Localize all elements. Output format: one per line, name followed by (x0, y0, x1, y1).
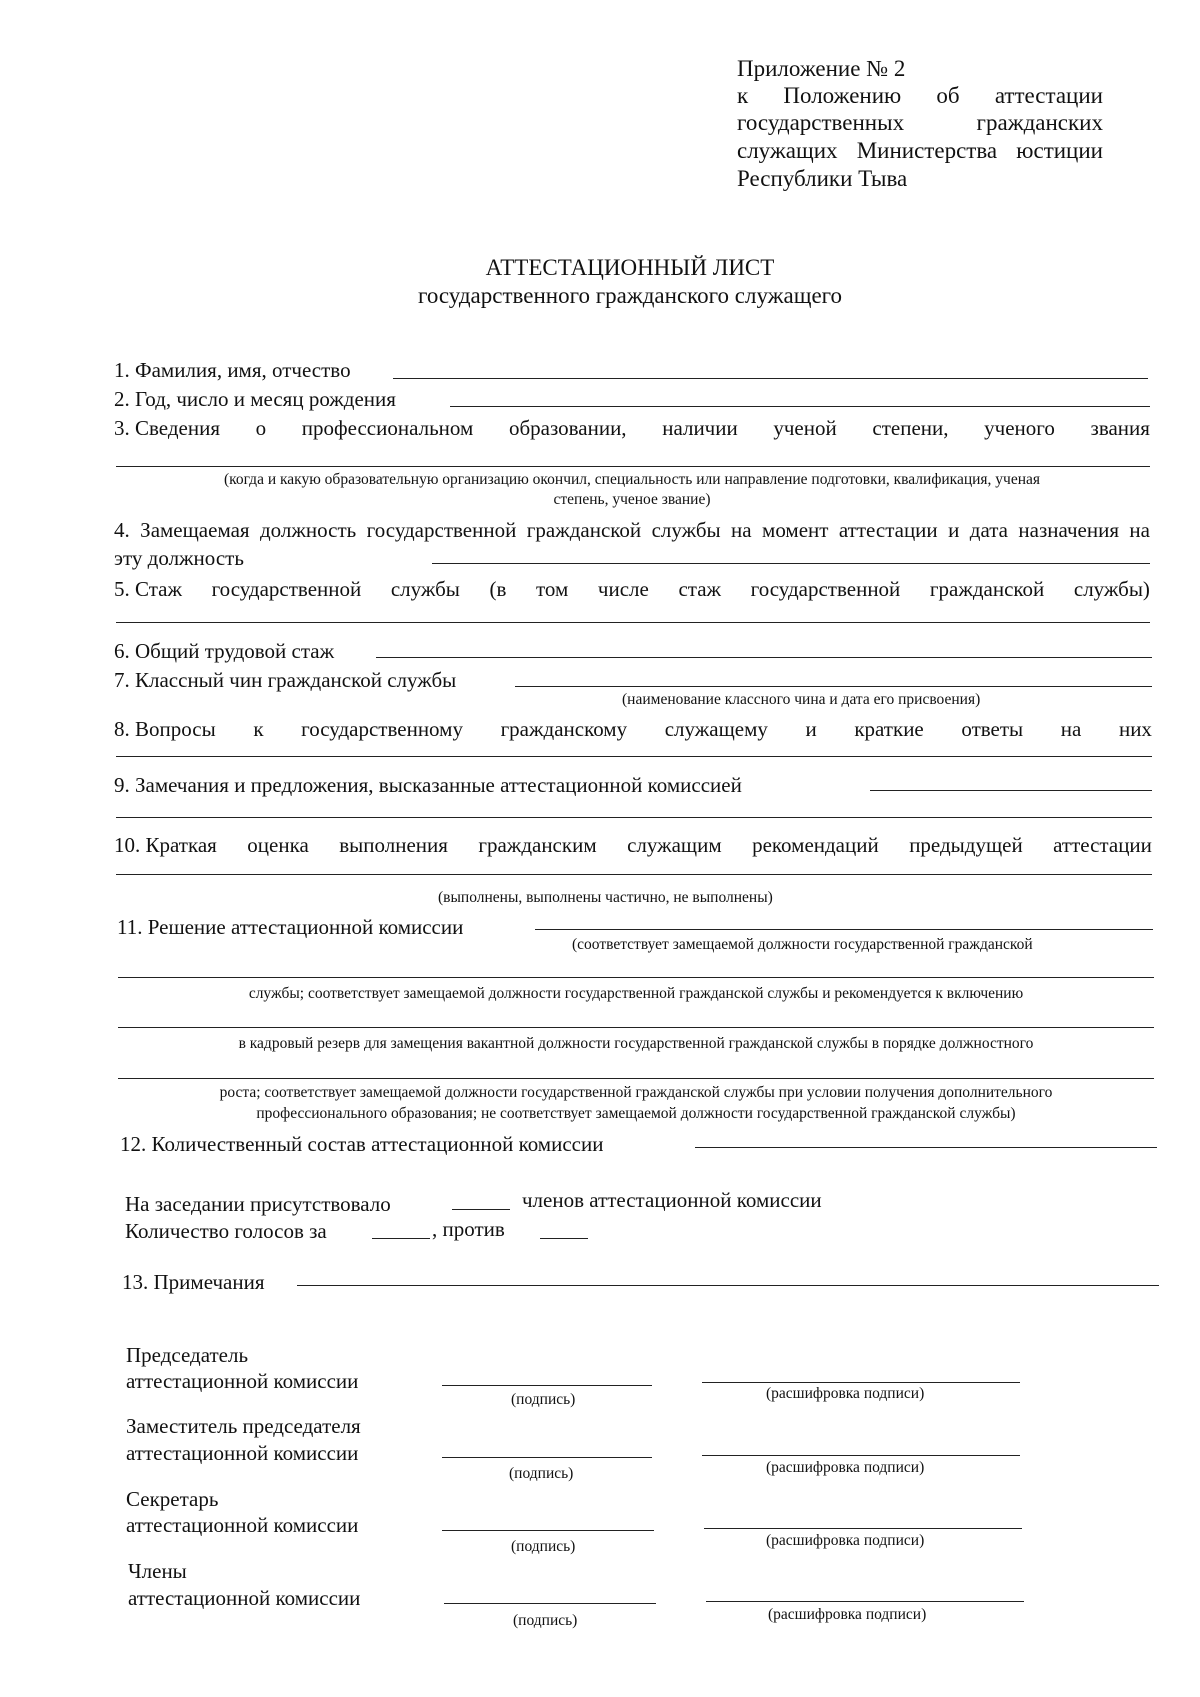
members-label-2: аттестационной комиссии (128, 1586, 361, 1610)
votes-against-field[interactable] (540, 1238, 588, 1239)
members-signature-field[interactable] (444, 1603, 656, 1604)
chair-signature-field[interactable] (442, 1385, 652, 1386)
item-6-field[interactable] (376, 657, 1152, 658)
members-name-field[interactable] (706, 1601, 1024, 1602)
item-6-label: 6. Общий трудовой стаж (114, 639, 335, 663)
members-label-1: Члены (128, 1559, 187, 1583)
item-1-label: 1. Фамилия, имя, отчество (114, 358, 351, 382)
item-2-field[interactable] (450, 406, 1150, 407)
deputy-label-2: аттестационной комиссии (126, 1441, 359, 1465)
members-sign-caption: (подпись) (513, 1612, 578, 1629)
page-title: АТТЕСТАЦИОННЫЙ ЛИСТ (485, 255, 775, 280)
item-11-field-2[interactable] (118, 977, 1154, 978)
item-7-field[interactable] (515, 686, 1152, 687)
votes-for-field[interactable] (372, 1238, 430, 1239)
item-4-label-2: эту должность (114, 546, 244, 570)
present-members-label: членов аттестационной комиссии (522, 1188, 822, 1212)
item-9-label: 9. Замечания и предложения, высказанные аттестационной комиссией (114, 773, 742, 797)
present-label: На заседании присутствовало (125, 1192, 391, 1216)
secretary-decode-caption: (расшифровка подписи) (766, 1532, 925, 1549)
item-3-note-2: степень, ученое звание) (553, 491, 711, 508)
appendix-line-3: государственных гражданских (737, 110, 1103, 135)
deputy-sign-caption: (подпись) (509, 1465, 574, 1482)
appendix-line-5: Республики Тыва (737, 166, 908, 191)
votes-label: Количество голосов за (125, 1219, 327, 1243)
secretary-label-2: аттестационной комиссии (126, 1513, 359, 1537)
members-decode-caption: (расшифровка подписи) (768, 1606, 927, 1623)
item-10-label: 10. Краткая оценка выполнения гражданским служащим рекомендаций предыдущей аттестации (114, 833, 1152, 857)
deputy-signature-field[interactable] (442, 1457, 652, 1458)
item-10-note: (выполнены, выполнены частично, не выполнены) (438, 889, 773, 906)
chair-label-2: аттестационной комиссии (126, 1369, 359, 1393)
item-9-field[interactable] (870, 790, 1152, 791)
item-5-label: 5. Стаж государственной службы (в том числе стаж государственной гражданской службы) (114, 577, 1150, 601)
item-1-field[interactable] (393, 378, 1148, 379)
item-7-note: (наименование классного чина и дата его присвоения) (622, 691, 981, 708)
item-13-label: 13. Примечания (122, 1270, 265, 1294)
item-3-field[interactable] (116, 466, 1150, 467)
item-11-field-3[interactable] (118, 1027, 1154, 1028)
item-8-field[interactable] (116, 756, 1152, 757)
item-8-label: 8. Вопросы к государственному гражданскому служащему и краткие ответы на них (114, 717, 1152, 741)
chair-name-field[interactable] (702, 1382, 1020, 1383)
item-5-field[interactable] (116, 622, 1150, 623)
item-11-field-4[interactable] (118, 1078, 1154, 1079)
item-2-label: 2. Год, число и месяц рождения (114, 387, 396, 411)
secretary-sign-caption: (подпись) (511, 1538, 576, 1555)
chair-sign-caption: (подпись) (511, 1391, 576, 1408)
item-7-label: 7. Классный чин гражданской службы (114, 668, 457, 692)
votes-against-label: , против (432, 1217, 505, 1241)
chair-decode-caption: (расшифровка подписи) (766, 1385, 925, 1402)
item-11-field[interactable] (535, 929, 1153, 930)
present-count-field[interactable] (452, 1209, 510, 1210)
deputy-label-1: Заместитель председателя (126, 1414, 361, 1438)
item-11-note-5: профессионального образования; не соответствует замещаемой должности государственной гражданской службы) (256, 1105, 1016, 1122)
appendix-line-1: Приложение № 2 (737, 56, 906, 81)
item-11-note-4: роста; соответствует замещаемой должности государственной гражданской службы при условии получения дополнительного (219, 1084, 1053, 1101)
appendix-line-4: служащих Министерства юстиции (737, 138, 1103, 163)
item-4-field[interactable] (432, 563, 1150, 564)
item-11-label: 11. Решение аттестационной комиссии (117, 915, 464, 939)
item-12-field[interactable] (695, 1147, 1157, 1148)
page-subtitle: государственного гражданского служащего (417, 283, 843, 308)
item-11-note-3: в кадровый резерв для замещения вакантной должности государственной гражданской службы в порядке должностного (238, 1035, 1034, 1052)
chair-label-1: Председатель (126, 1343, 249, 1367)
item-12-label: 12. Количественный состав аттестационной комиссии (120, 1132, 604, 1156)
item-11-note-1: (соответствует замещаемой должности государственной гражданской (572, 936, 1033, 953)
item-10-field[interactable] (116, 874, 1152, 875)
item-4-label-1: 4. Замещаемая должность государственной гражданской службы на момент аттестации и дата назначения на (114, 518, 1150, 542)
secretary-name-field[interactable] (704, 1528, 1022, 1529)
item-3-label: 3. Сведения о профессиональном образовании, наличии ученой степени, ученого звания (114, 416, 1150, 440)
deputy-decode-caption: (расшифровка подписи) (766, 1459, 925, 1476)
item-9-field-2[interactable] (116, 817, 1152, 818)
secretary-signature-field[interactable] (442, 1530, 654, 1531)
secretary-label-1: Секретарь (126, 1487, 219, 1511)
item-11-note-2: службы; соответствует замещаемой должности государственной гражданской службы и рекомендуется к включению (248, 985, 1024, 1002)
item-3-note-1: (когда и какую образовательную организацию окончил, специальность или направление подготовки, квалификация, ученая (223, 471, 1041, 488)
appendix-line-2: к Положению об аттестации (737, 83, 1103, 108)
deputy-name-field[interactable] (702, 1455, 1020, 1456)
item-13-field[interactable] (297, 1285, 1159, 1286)
